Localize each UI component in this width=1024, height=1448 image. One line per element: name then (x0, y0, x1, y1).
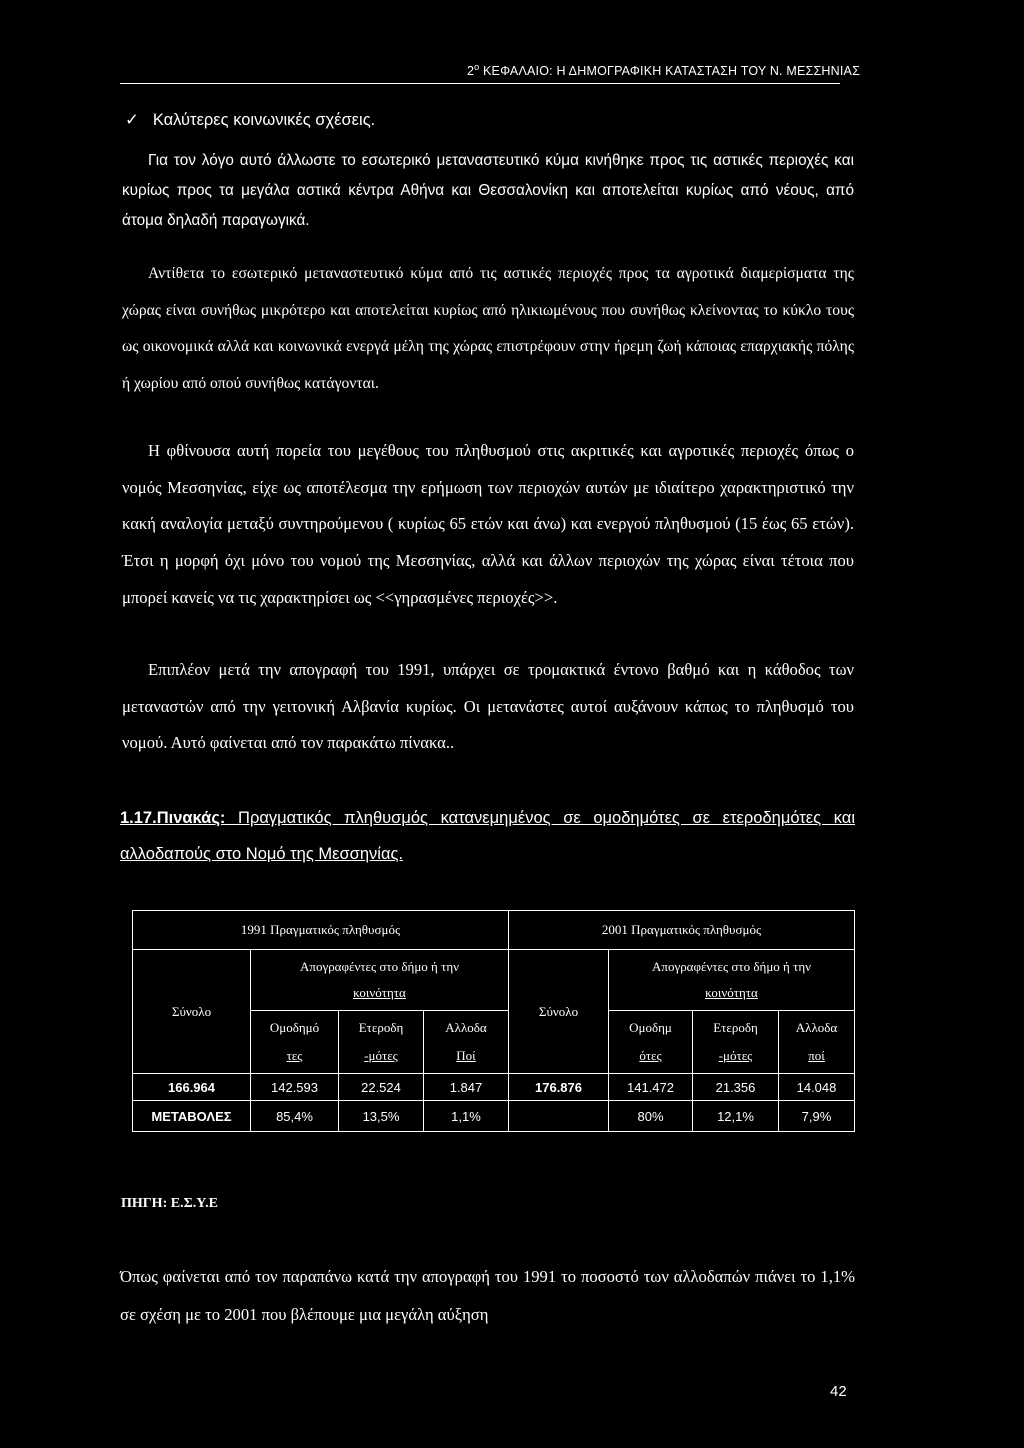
change-etero-2001: 12,1% (693, 1101, 779, 1132)
source-note: ΠΗΓΗ: Ε.Σ.Υ.Ε (121, 1196, 218, 1211)
col-etero-1991 (339, 1011, 424, 1074)
paragraph-3: Η φθίνουσα αυτή πορεία του μεγέθους του πληθυσμού στις ακριτικές και αγροτικές περιοχές όπως ο νομός Μεσσηνίας, είχε ως αποτέλεσμα την ερήμωση των περιοχών αυτών με ιδιαίτερο χαρακτηριστικό την κακή αναλογία μεταξύ συντηρούμενου ( κυρίως 65 ετών και άνω) και ενεργού πληθυσμού (15 έως 65 ετών). Έτσι η μορφή όχι μόνο του νομού της Μεσσηνίας, αλλά και άλλων περιοχών της χώρας είναι τέτοια που μπορεί κανείς να τις χαρακτηρίσει ως <<γηρασμένες περιοχές>>. (122, 441, 854, 607)
change-allo-2001: 7,9% (779, 1101, 855, 1132)
paragraph-5: Όπως φαίνεται από τον παραπάνω κατά την απογραφή του 1991 το ποσοστό των αλλοδαπών πιάνει το 1,1% σε σχέση με το 2001 που βλέπουμε μια μεγάλη αύξηση (120, 1267, 855, 1324)
col-etero-2001 (693, 1011, 779, 1074)
paragraph-4: Επιπλέον μετά την απογραφή του 1991, υπάρχει σε τρομακτικά έντονο βαθμό και η κάθοδος των μεταναστών από την γειτονική Αλβανία κυρίως. Οι μετανάστες αυτοί αυξάνουν κάπως το πληθυσμό του νομού. Αυτό φαίνεται από τον παρακάτω πίνακα.. (122, 660, 854, 753)
paragraph-2: Αντίθετα το εσωτερικό μεταναστευτικό κύμα από τις αστικές περιοχές προς τα αγροτικά διαμερίσματα της χώρας είναι συνήθως μικρότερο και αποτελείται κυρίως από ηλικιωμένους που συνήθως κλείνοντας το κύκλο τους ως οικονομικά αλλά και κοινωνικά ενεργά μέλη της χώρας επιστρέφουν στην ήρεμη ζωή κάποιας επαρχιακής πόλης ή χωρίου από οπού συνήθως κατάγονται. (122, 265, 854, 392)
cell-etero-1991: 22.524 (339, 1074, 424, 1101)
header-rule (120, 83, 840, 84)
cell-allo-1991: 1.847 (424, 1074, 509, 1101)
cell-omo-1991: 142.593 (251, 1074, 339, 1101)
header-2001: 2001 Πραγματικός πληθυσμός (509, 911, 855, 950)
change-omo-2001: 80% (609, 1101, 693, 1132)
change-allo-1991: 1,1% (424, 1101, 509, 1132)
registered-line1-2001: Απογραφέντες στο δήμο ή την (652, 959, 811, 974)
col-etero-1991-l1: Ετεροδη (358, 1020, 404, 1035)
col-etero-2001-l2: -μότες (718, 1048, 753, 1063)
col-etero-2001-l1: Ετεροδη (713, 1020, 758, 1035)
caption-text: Πραγματικός πληθυσμός κατανεμημένος σε ομοδημότες σε ετεροδημότες και αλλοδαπούς στο Νομό της Μεσσηνίας. (120, 809, 855, 863)
header-1991: 1991 Πραγματικός πληθυσμός (133, 911, 509, 950)
cell-total-1991: 166.964 (133, 1074, 251, 1101)
col-allo-1991 (424, 1011, 509, 1074)
table-caption (120, 800, 855, 872)
col-allo-2001 (779, 1011, 855, 1074)
registered-line2-1991: κοινότητα (353, 985, 406, 1000)
page-number: 42 (830, 1383, 847, 1400)
col-omo-2001-l1: Ομοδημ (629, 1020, 672, 1035)
col-omo-2001-l2: ότες (639, 1048, 662, 1063)
check-icon: ✓ (125, 111, 139, 129)
col-omo-1991 (251, 1011, 339, 1074)
bullet-item (125, 110, 375, 130)
col-etero-1991-l2: -μότες (364, 1048, 398, 1063)
col-allo-1991-l2: Ποί (456, 1048, 476, 1063)
registered-header-2001 (609, 950, 855, 1011)
chapter-number: 2 (466, 64, 475, 79)
chapter-superscript: ο (474, 62, 480, 72)
col-omo-1991-l2: τες (286, 1048, 303, 1063)
registered-header-1991 (251, 950, 509, 1011)
header-title: ΚΕΦΑΛΑΙΟ: Η ΔΗΜΟΓΡΑΦΙΚΗ ΚΑΤΑΣΤΑΣΗ ΤΟΥ Ν. ΜΕΣΣΗΝΙΑΣ (479, 64, 860, 79)
population-table (132, 910, 855, 1132)
paragraph-1: Για τον λόγο αυτό άλλωστε το εσωτερικό μεταναστευτικό κύμα κινήθηκε προς τις αστικές περιοχές και κυρίως προς τα μεγάλα αστικά κέντρα Αθήνα και Θεσσαλονίκη και αποτελείται κυρίως από νέους, από άτομα δηλαδή παραγωγικά. (122, 152, 854, 229)
change-total-2001 (509, 1101, 609, 1132)
col-allo-2001-l1: Αλλοδα (795, 1020, 838, 1035)
cell-etero-2001: 21.356 (693, 1074, 779, 1101)
bullet-text: Καλύτερες κοινωνικές σχέσεις. (152, 111, 376, 129)
col-allo-1991-l1: Αλλοδα (445, 1020, 487, 1035)
registered-line2-2001: κοινότητα (705, 985, 758, 1000)
change-omo-1991: 85,4% (251, 1101, 339, 1132)
cell-total-2001: 176.876 (509, 1074, 609, 1101)
total-header-2001: Σύνολο (509, 950, 609, 1074)
running-header (120, 62, 860, 78)
changes-label: ΜΕΤΑΒΟΛΕΣ (133, 1101, 251, 1132)
caption-number: 1.17. (120, 809, 157, 827)
cell-omo-2001: 141.472 (609, 1074, 693, 1101)
col-omo-2001 (609, 1011, 693, 1074)
caption-label: Πινακάς: (156, 809, 226, 827)
change-etero-1991: 13,5% (339, 1101, 424, 1132)
col-omo-1991-l1: Ομοδημό (269, 1020, 320, 1035)
total-header-1991: Σύνολο (133, 950, 251, 1074)
registered-line1-1991: Απογραφέντες στο δήμο ή την (300, 959, 459, 974)
cell-allo-2001: 14.048 (779, 1074, 855, 1101)
col-allo-2001-l2: ποί (808, 1048, 825, 1063)
